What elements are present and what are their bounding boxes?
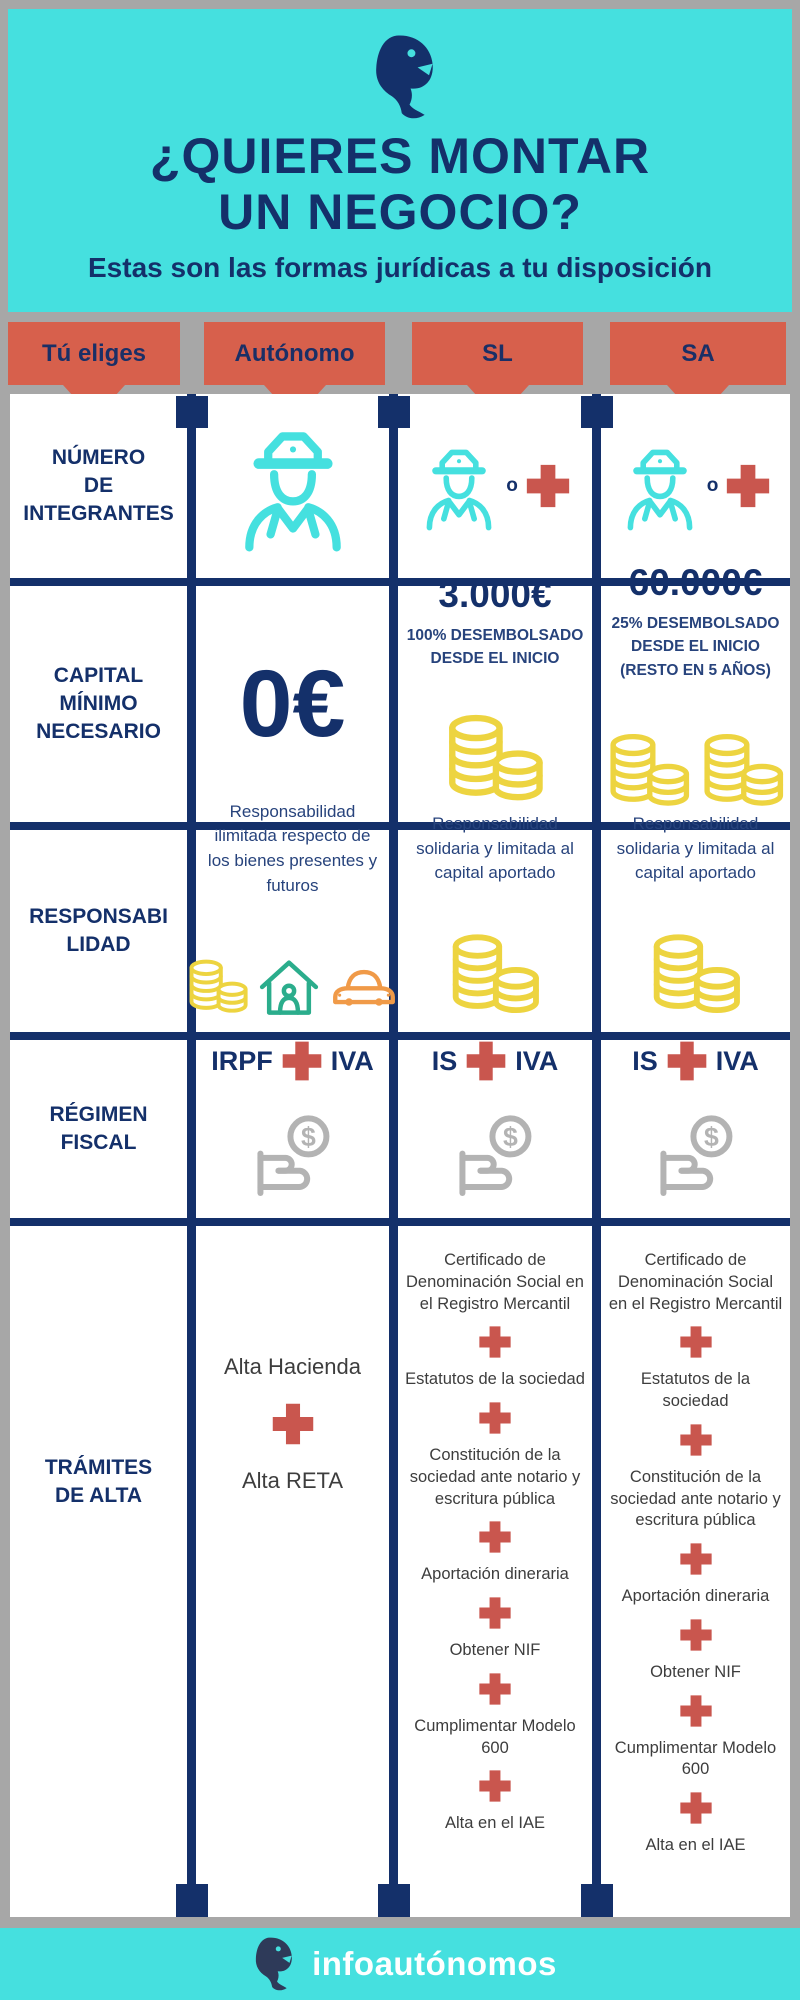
brand-name: infoautónomos — [312, 1945, 557, 1982]
divider-pin — [378, 396, 410, 428]
responsibility-text: Responsabilidad solidaria y limitada al capital aportado — [416, 814, 574, 883]
procedure-step: Constitución de la sociedad ante notario y escritura pública — [409, 1446, 581, 1508]
procedure-step: Alta en el IAE — [445, 1814, 545, 1833]
money-hand-icon — [245, 1096, 341, 1218]
cell-sl-responsabilidad — [398, 814, 592, 1032]
procedure-step: Alta Hacienda — [224, 1354, 361, 1379]
row-capital-minimo — [10, 562, 790, 822]
capital-note: 25% DESEMBOLSADO DESDE EL INICIO (RESTO EN 5 AÑOS) — [611, 615, 780, 679]
procedure-step: Alta RETA — [241, 1468, 344, 1493]
ribbon-label: SA — [681, 339, 715, 367]
procedure-step: Certificado de Denominación Social en el Registro Mercantil — [608, 1251, 783, 1313]
column-header-sa — [610, 322, 786, 385]
plus-icon — [465, 1040, 507, 1082]
coins-group — [650, 900, 742, 1050]
cell-autonomo-fiscal — [196, 1040, 389, 1218]
column-header-tu-eliges — [8, 322, 180, 385]
procedure-step: Certificado de Denominación Social en el Registro Mercantil — [406, 1251, 584, 1313]
plus-icon — [525, 463, 571, 509]
row-regimen-fiscal — [10, 1040, 790, 1218]
tax-formula: IS IVA — [632, 1040, 759, 1082]
ribbon-label: Tú eliges — [41, 339, 147, 367]
ribbon-label: Autónomo — [234, 339, 355, 367]
or-connector: o — [706, 475, 719, 496]
divider-pin — [176, 1884, 208, 1917]
plus-icon — [679, 1694, 713, 1728]
row-label-tramites: TRÁMITES DE ALTA — [10, 1226, 187, 1917]
plus-icon — [478, 1401, 512, 1435]
cell-sa-responsabilidad — [601, 814, 790, 1032]
plus-icon — [679, 1325, 713, 1359]
worker-icon — [234, 411, 352, 561]
capital-value: 0€ — [239, 650, 346, 757]
divider-pin — [378, 1884, 410, 1917]
cell-sl-integrantes — [398, 394, 592, 578]
dolphin-icon — [243, 1936, 299, 1992]
row-tramites-de-alta — [10, 1226, 790, 1917]
plus-icon — [679, 1618, 713, 1652]
procedure-step: Estatutos de la sociedad — [640, 1370, 751, 1411]
plus-icon — [281, 1040, 323, 1082]
plus-icon — [679, 1791, 713, 1825]
plus-icon — [679, 1423, 713, 1457]
cell-sa-fiscal — [601, 1040, 790, 1218]
procedure-step: Obtener NIF — [650, 1662, 741, 1681]
title-line-1: ¿QUIERES MONTAR — [149, 128, 651, 184]
capital-value: 3.000€ — [438, 573, 552, 615]
page-title — [8, 128, 792, 240]
tax-formula: IS IVA — [432, 1040, 559, 1082]
responsibility-text: Responsabilidad ilimitada respecto de los bienes presentes y futuros — [207, 801, 378, 895]
coins-group — [449, 900, 541, 1050]
cell-autonomo-capital — [196, 586, 389, 822]
worker-icon — [620, 411, 700, 561]
procedure-step: Aportación dineraria — [421, 1565, 569, 1584]
row-label-integrantes: NÚMERO DE INTEGRANTES — [10, 394, 187, 578]
cell-autonomo-tramites — [196, 1226, 389, 1917]
procedure-step: Aportación dineraria — [621, 1587, 770, 1606]
row-label-responsabilidad: RESPONSABI LIDAD — [10, 830, 187, 1032]
coins-icon — [650, 900, 742, 1050]
plus-icon — [478, 1325, 512, 1359]
plus-icon — [725, 463, 771, 509]
plus-icon — [478, 1769, 512, 1803]
tax-formula: IRPF IVA — [211, 1040, 374, 1082]
cell-sl-tramites — [398, 1226, 592, 1917]
cell-sl-fiscal — [398, 1040, 592, 1218]
column-header-autonomo — [204, 322, 385, 385]
procedure-step: Alta en el IAE — [645, 1836, 746, 1855]
ribbon-label: SL — [482, 339, 513, 367]
plus-icon — [271, 1402, 315, 1446]
cell-sa-tramites — [601, 1226, 790, 1917]
row-label-capital: CAPITAL MÍNIMO NECESARIO — [10, 586, 187, 822]
or-connector: o — [506, 475, 518, 496]
plus-icon — [679, 1542, 713, 1576]
cell-autonomo-integrantes — [196, 394, 389, 578]
cell-sa-integrantes — [601, 394, 790, 578]
column-header-sl — [412, 322, 583, 385]
responsibility-text: Responsabilidad solidaria y limitada al capital aportado — [616, 814, 775, 883]
worker-icon — [419, 411, 499, 561]
divider-pin — [581, 1884, 613, 1917]
row-label-fiscal: RÉGIMEN FISCAL — [10, 1040, 187, 1218]
cell-sl-capital — [398, 573, 592, 822]
plus-icon — [478, 1520, 512, 1554]
capital-note: 100% DESEMBOLSADO DESDE EL INICIO — [406, 626, 584, 667]
plus-icon — [478, 1596, 512, 1630]
capital-value: 60.000€ — [628, 562, 763, 604]
footer — [0, 1928, 800, 2000]
money-hand-icon — [648, 1096, 744, 1218]
procedure-step: Constitución de la sociedad ante notario y escritura pública — [610, 1467, 781, 1530]
divider-pin — [581, 396, 613, 428]
header — [8, 9, 792, 312]
coins-icon — [449, 900, 541, 1050]
page-subtitle: Estas son las formas jurídicas a tu disposición — [88, 252, 712, 283]
people-group — [419, 411, 571, 561]
plus-icon — [666, 1040, 708, 1082]
money-hand-icon — [447, 1096, 543, 1218]
comparison-table — [10, 394, 790, 1917]
people-group — [620, 411, 772, 561]
plus-icon — [478, 1672, 512, 1706]
procedure-step: Cumplimentar Modelo 600 — [614, 1738, 777, 1779]
procedure-step: Cumplimentar Modelo 600 — [414, 1716, 576, 1757]
procedure-step: Estatutos de la sociedad — [405, 1370, 585, 1389]
cell-autonomo-responsabilidad — [196, 801, 389, 1032]
dolphin-icon — [356, 33, 444, 121]
row-responsabilidad — [10, 801, 790, 1032]
divider-pin — [176, 396, 208, 428]
title-line-2: UN NEGOCIO? — [218, 184, 582, 240]
procedure-step: Obtener NIF — [449, 1641, 541, 1660]
cell-sa-capital — [601, 562, 790, 822]
